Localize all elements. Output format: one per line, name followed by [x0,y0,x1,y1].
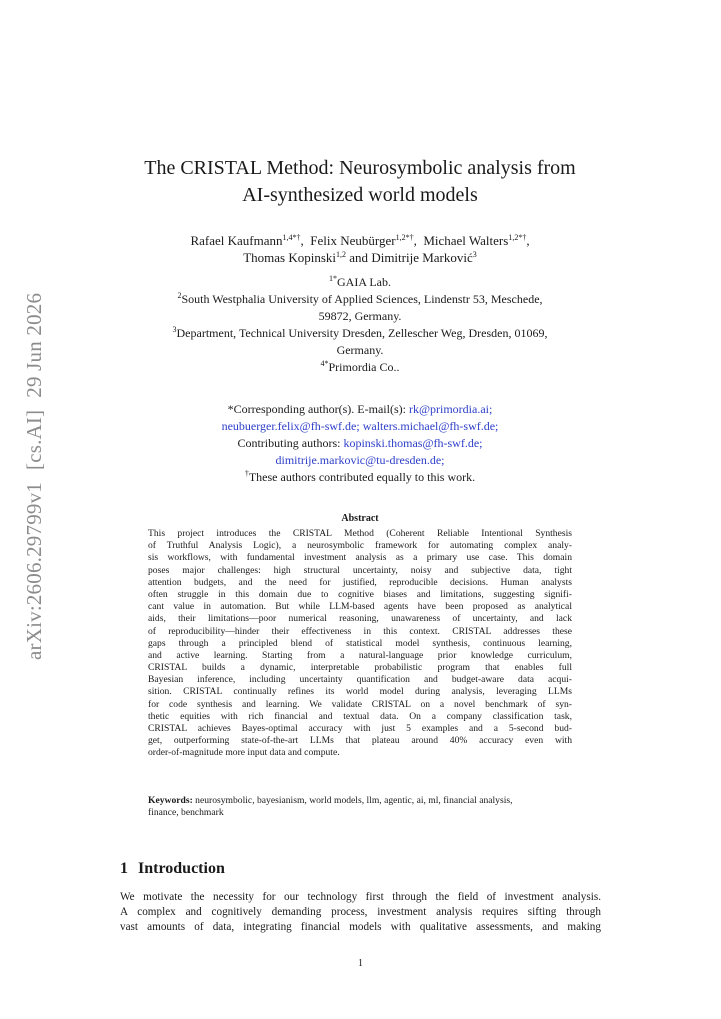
abstract-line: sition. CRISTAL continually refines its world model during analysis, leveraging LLMs [148,686,572,698]
affiliation-marker: 2 [177,291,182,300]
affiliation [120,359,600,376]
email-link[interactable]: neubuerger.felix@fh-swf.de; [221,419,360,433]
author-name: Felix Neubürger [310,233,396,248]
affiliation-line: 59872, Germany. [318,309,402,323]
page-number: 1 [358,958,363,969]
corresponding-label: *Corresponding author(s). E-mail(s): [227,402,406,416]
abstract-line: aids, their limitations—poor numerical reasoning, unawareness of uncertainty, and lack [148,613,572,625]
intro-paragraph [120,890,601,935]
equal-contribution-note: These authors contributed equally to this work. [248,470,476,484]
affiliation-line: Primordia Co.. [328,360,400,374]
affiliation-line: Germany. [336,343,384,357]
author-name: Thomas Kopinski [243,250,337,265]
abstract-line: poses major challenges: high structural uncertainty, noisy and subjective data, tight [148,564,572,576]
abstract-line: of reproducibility—hinder their effectiveness in this context. CRISTAL addresses these [148,625,572,637]
abstract-line: gaps through a principled blend of statistical model synthesis, continuous learning, [148,637,572,649]
abstract-line: and active learning. Starting from a natural-language prior knowledge curriculum, [148,649,572,661]
email-link[interactable]: walters.michael@fh-swf.de; [362,419,499,433]
section-number: 1 [120,860,128,877]
author-joiner: and [349,250,369,265]
affiliation-marker: 4* [320,359,329,368]
author-affil-marker: 1,2 [336,250,347,259]
author-affil-marker: 1,2*† [508,233,527,242]
abstract-line: order-of-magnitude more input data and compute. [148,747,340,759]
author-affil-marker: 1,2*† [395,233,414,242]
email-link[interactable]: kopinski.thomas@fh-swf.de; [343,436,483,450]
author-name: Rafael Kaufmann [190,233,283,248]
abstract-line: This project introduces the CRISTAL Method (Coherent Reliable Intentional Synthesis [148,528,572,539]
intro-line: We motivate the necessity for our technology first through the field of investment analysis. [120,891,601,903]
abstract-line: get, outperforming state-of-the-art LLMs that plateau around 40% accuracy even with [148,735,572,747]
section-title: Introduction [138,860,225,877]
affiliation-marker: 1* [329,274,337,283]
affiliations [120,274,600,376]
keywords [148,795,572,819]
arxiv-category: [cs.AI] [22,409,46,470]
affiliation-line: Department, Technical University Dresden, Zellescher Weg, Dresden, 01069, [176,326,548,340]
section-heading [120,860,225,878]
affiliation [120,291,600,308]
abstract-line: Bayesian inference, including uncertainty quantification and budget-aware data acqui- [148,674,572,686]
contributing-label: Contributing authors: [237,436,341,450]
arxiv-date: 29 Jun 2026 [22,292,46,398]
abstract-line: for code synthesis and learning. We validate CRISTAL on a novel benchmark of syn- [148,698,572,710]
equal-contribution-marker: † [244,469,249,478]
contact-block [120,401,600,486]
title-line: AI-synthesized world models [242,184,478,206]
author-affil-marker: 3 [472,250,477,259]
abstract-heading: Abstract [341,513,379,524]
abstract-body [148,528,572,760]
title-line: The CRISTAL Method: Neurosymbolic analysis from [144,157,576,179]
abstract-line: CRISTAL builds a dynamic, interpretable probabilistic program that enables full [148,662,572,674]
affiliation-marker: 3 [172,325,177,334]
abstract-line: sis workflows, with fundamental investment analysis as a primary use case. This domain [148,552,572,564]
author-name: Dimitrije Marković [371,250,473,265]
affiliation [120,274,600,291]
intro-line: vast amounts of data, integrating financial models with qualitative assessments, and making [120,921,601,933]
abstract-line: cant value in automation. But while LLM-based agents have been proposed as analytical [148,601,572,613]
affiliation-line: South Westphalia University of Applied Sciences, Lindenstr 53, Meschede, [181,292,543,306]
paper-title [120,155,600,209]
abstract-line: attention budgets, and the need for justified, reproducible decisions. Human analysts [148,576,572,588]
arxiv-stamp [22,280,50,660]
keywords-text: neurosymbolic, bayesianism, world models, llm, agentic, ai, ml, financial analysis, [195,795,513,806]
abstract-line: of Truthful Analysis Logic), a neurosymbolic framework for automating complex analy- [148,540,572,552]
abstract-line: thetic equities with rich financial and textual data. On a company classification task, [148,710,572,722]
email-link[interactable]: rk@primordia.ai; [408,402,493,416]
email-link[interactable]: dimitrije.markovic@tu-dresden.de; [275,453,445,467]
author-name: Michael Walters [423,233,509,248]
abstract-line: CRISTAL achieves Bayes-optimal accuracy with just 5 examples and a 5-second bud- [148,723,572,734]
abstract-line: often struggle in this domain due to cognitive biases and limitations, suggesting signifi- [148,588,572,600]
intro-line: A complex and cognitively demanding process, investment analysis requires sifting through [120,906,601,918]
arxiv-id: arXiv:2606.29799v1 [22,482,46,660]
affiliation-line: GAIA Lab. [337,275,391,289]
keywords-text: finance, benchmark [148,807,224,819]
author-affil-marker: 1,4*† [282,233,301,242]
author-list: Rafael Kaufmann$^{1,4*\dagger}$, Felix Neubürger$^{1,2*\dagger}$, Michael Walters$^{1,2*\dagger}$, Thomas Kopinski$^{1,2}$ and Dimitrije Marković$^3$ [190,233,530,265]
affiliation [120,325,600,342]
keywords-label: Keywords: [148,795,193,806]
